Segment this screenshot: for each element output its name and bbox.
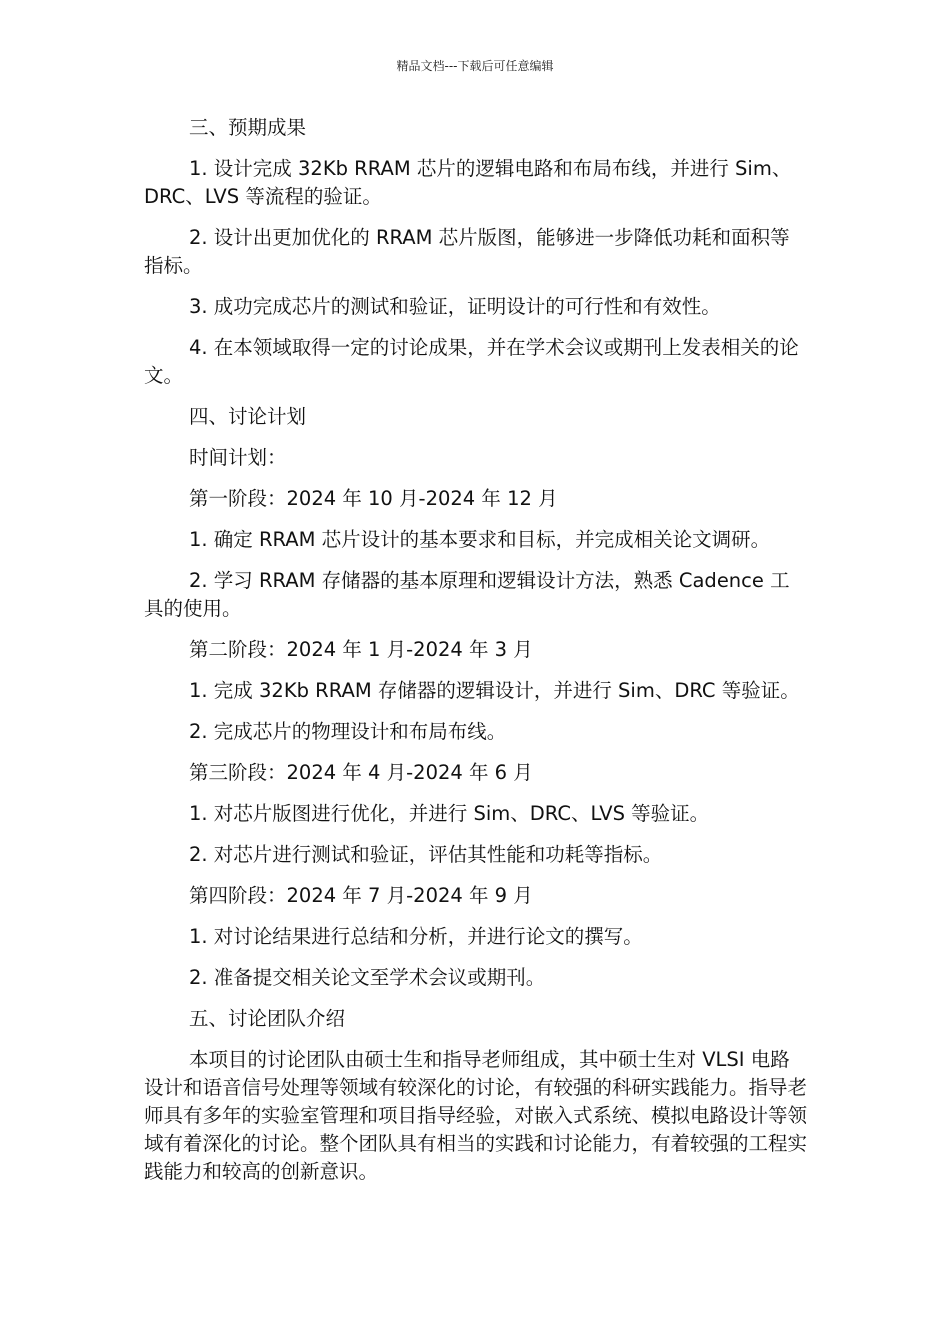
- result-item-4: 4. 在本领域取得一定的讨论成果，并在学术会议或期刊上发表相关的论文。: [144, 336, 799, 387]
- phase-1-item-2: 2. 学习 RRAM 存储器的基本原理和逻辑设计方法，熟悉 Cadence 工具的使用。: [144, 569, 790, 620]
- section-heading-expected-results: 三、预期成果: [189, 116, 307, 139]
- section-heading-team-intro: 五、讨论团队介绍: [189, 1007, 346, 1030]
- phase-4-title: 第四阶段：2024 年 7 月-2024 年 9 月: [189, 884, 533, 907]
- phase-2-item-2: 2. 完成芯片的物理设计和布局布线。: [189, 720, 507, 743]
- phase-4-item-1: 1. 对讨论结果进行总结和分析，并进行论文的撰写。: [189, 925, 643, 948]
- result-item-3: 3. 成功完成芯片的测试和验证，证明设计的可行性和有效性。: [189, 295, 721, 318]
- document-body: [144, 114, 808, 1199]
- section-heading-research-plan: 四、讨论计划: [189, 405, 307, 428]
- result-item-2: 2. 设计出更加优化的 RRAM 芯片版图，能够进一步降低功耗和面积等指标。: [144, 226, 790, 277]
- phase-2-title: 第二阶段：2024 年 1 月-2024 年 3 月: [189, 638, 533, 661]
- phase-4-item-2: 2. 准备提交相关论文至学术会议或期刊。: [189, 966, 546, 989]
- phase-1-title: 第一阶段：2024 年 10 月-2024 年 12 月: [189, 487, 558, 510]
- team-intro-paragraph: 本项目的讨论团队由硕士生和指导老师组成，其中硕士生对 VLSI 电路设计和语音信号处理等领域有较深化的讨论，有较强的科研实践能力。指导老师具有多年的实验室管理和项目指导经验，对嵌入式系统、模拟电路设计等领域有着深化的讨论。整个团队具有相当的实践和讨论能力，有着较强的工程实践能力和较高的创新意识。: [144, 1048, 808, 1183]
- phase-2-item-1: 1. 完成 32Kb RRAM 存储器的逻辑设计，并进行 Sim、DRC 等验证。: [189, 679, 800, 702]
- phase-1-item-1: 1. 确定 RRAM 芯片设计的基本要求和目标，并完成相关论文调研。: [189, 528, 771, 551]
- phase-3-item-2: 2. 对芯片进行测试和验证，评估其性能和功耗等指标。: [189, 843, 663, 866]
- phase-3-item-1: 1. 对芯片版图进行优化，并进行 Sim、DRC、LVS 等验证。: [189, 802, 710, 825]
- time-plan-label: 时间计划：: [189, 446, 287, 469]
- page-header: 精品文档---下载后可任意编辑: [396, 59, 554, 73]
- result-item-1: 1. 设计完成 32Kb RRAM 芯片的逻辑电路和布局布线，并进行 Sim、DRC、LVS 等流程的验证。: [144, 157, 792, 208]
- phase-3-title: 第三阶段：2024 年 4 月-2024 年 6 月: [189, 761, 533, 784]
